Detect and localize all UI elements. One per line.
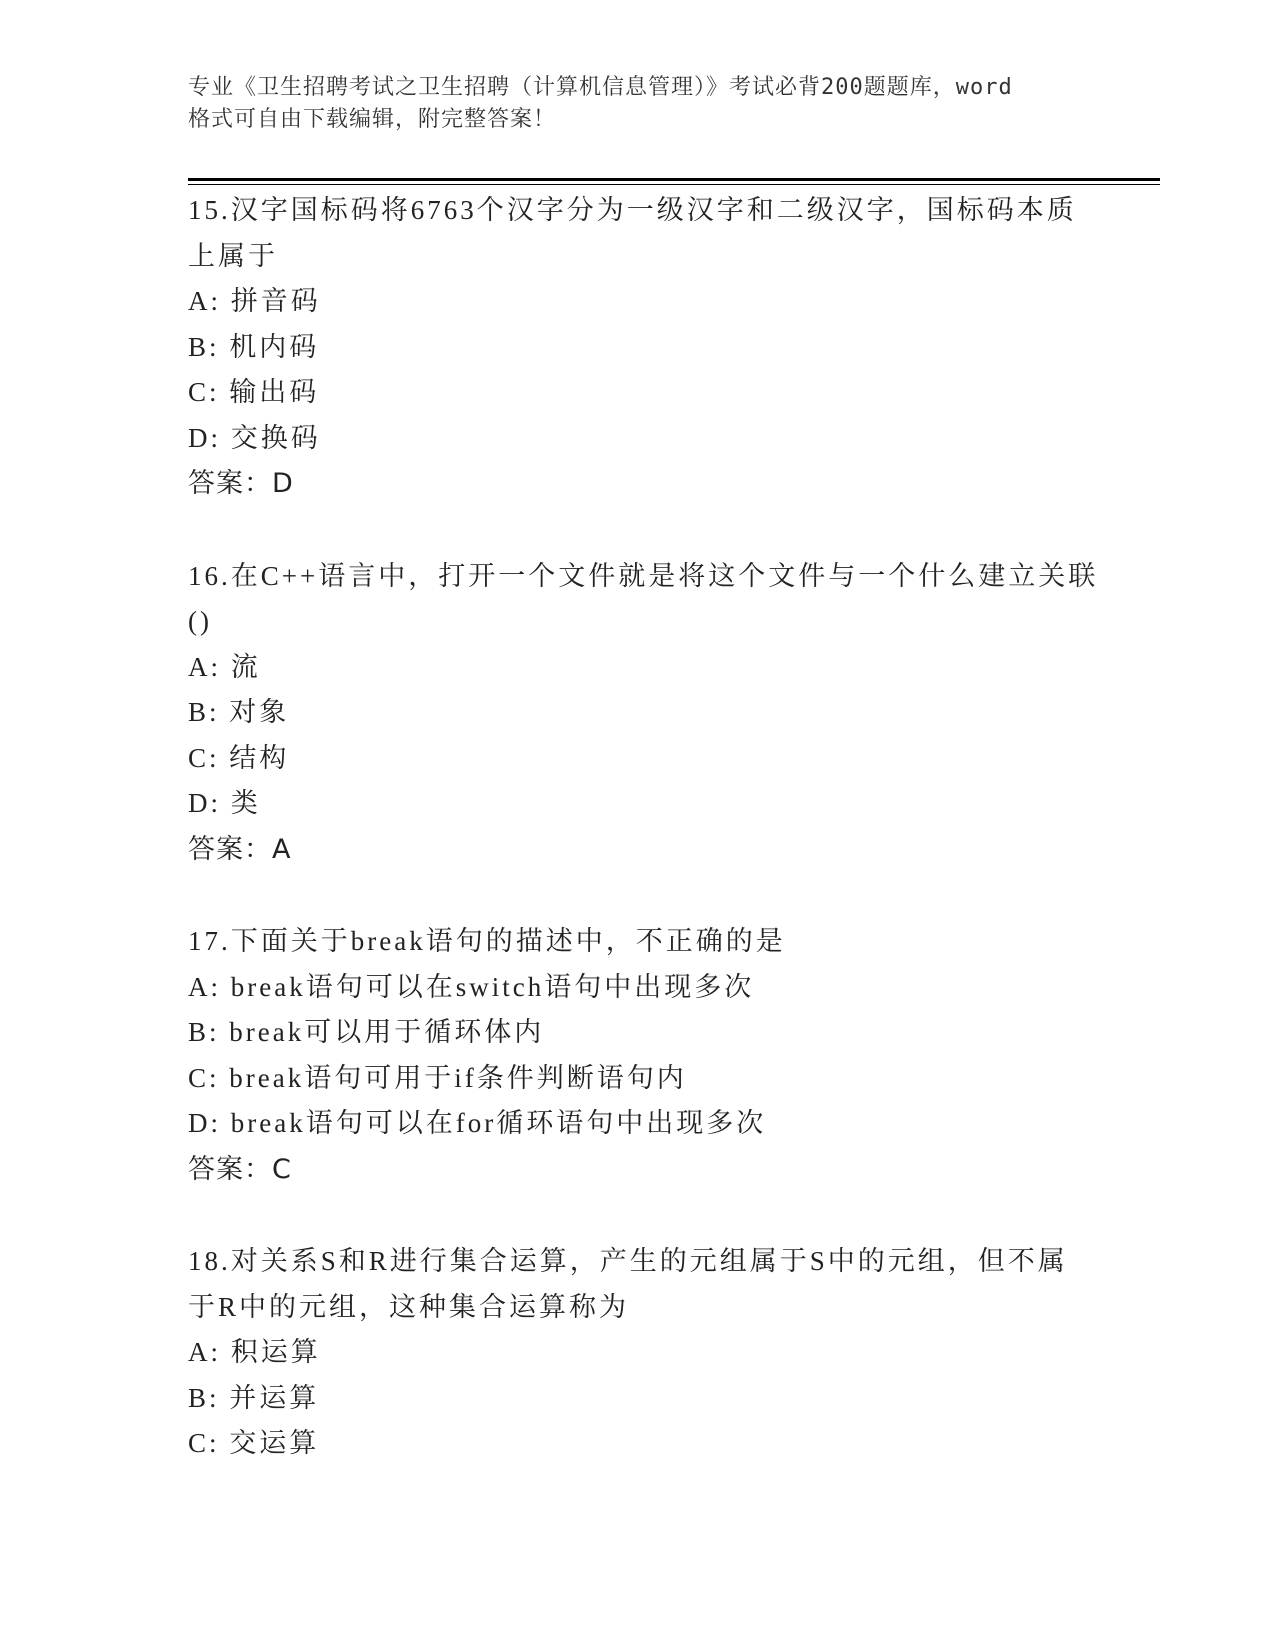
option-c [188,1056,1088,1102]
option-d [188,781,1088,827]
option-label: A: [188,651,221,682]
document-header [188,72,1088,136]
option-c [188,736,1088,782]
option-text: break语句可以在switch语句中出现多次 [230,971,755,1002]
option-b [188,690,1088,736]
option-label: D: [188,422,221,453]
option-text: 并运算 [229,1382,320,1413]
question-text: () [188,606,212,636]
option-text: 交换码 [230,422,321,453]
answer-text: 答案：A [188,833,292,865]
question-list [188,188,1099,1514]
answer-text: 答案：D [188,468,294,499]
option-label: B: [188,1017,220,1047]
option-text: 积运算 [230,1337,321,1367]
option-text: break语句可以在for循环语句中出现多次 [230,1108,767,1138]
option-text: 类 [230,788,261,818]
option-b [188,1376,1088,1422]
option-c [188,370,1088,416]
option-label: D: [188,788,221,818]
question-text: 15.汉字国标码将6763个汉字分为一级汉字和二级汉字，国标码本质 [188,195,1077,225]
option-d [188,1101,1088,1147]
option-text: 对象 [229,697,290,727]
option-a [188,645,1088,691]
header-line: 格式可自由下载编辑，附完整答案！ [188,107,557,132]
header-divider-thick [188,178,1160,181]
answer-text: 答案：C [188,1153,292,1185]
option-label: A: [188,971,221,1002]
question-text: 16.在C++语言中，打开一个文件就是将这个文件与一个什么建立关联 [188,560,1099,591]
option-a [188,279,1088,325]
header-divider-thin [188,184,1160,185]
option-label: C: [188,742,220,773]
option-a [188,965,1088,1011]
option-text: 机内码 [229,331,320,362]
option-label: A: [188,1337,221,1367]
question-15 [188,188,1088,507]
option-label: C: [188,377,220,407]
option-label: C: [188,1428,220,1458]
option-b [188,1010,1088,1056]
option-label: B: [188,331,220,362]
option-label: B: [188,697,220,727]
option-label: A: [188,286,221,316]
question-17 [188,919,1088,1192]
question-text: 于R中的元组，这种集合运算称为 [188,1291,630,1322]
option-label: C: [188,1062,220,1093]
question-18 [188,1239,1088,1467]
option-label: D: [188,1108,221,1138]
option-text: 拼音码 [230,286,321,316]
option-text: 交运算 [229,1428,320,1458]
option-text: break语句可用于if条件判断语句内 [229,1062,687,1093]
question-text: 18.对关系S和R进行集合运算，产生的元组属于S中的元组，但不属 [188,1246,1068,1276]
option-text: 结构 [229,742,290,773]
question-text: 上属于 [188,240,278,271]
option-text: 流 [230,651,261,682]
option-d [188,416,1088,462]
option-text: 输出码 [229,377,320,407]
question-text: 17.下面关于break语句的描述中，不正确的是 [188,926,786,956]
option-text: break可以用于循环体内 [229,1017,545,1047]
header-line: 专业《卫生招聘考试之卫生招聘（计算机信息管理）》考试必背200题题库，word [188,75,1013,100]
option-a [188,1330,1088,1376]
option-label: B: [188,1382,220,1413]
question-16 [188,554,1099,873]
option-c [188,1421,1088,1467]
option-b [188,325,1088,371]
